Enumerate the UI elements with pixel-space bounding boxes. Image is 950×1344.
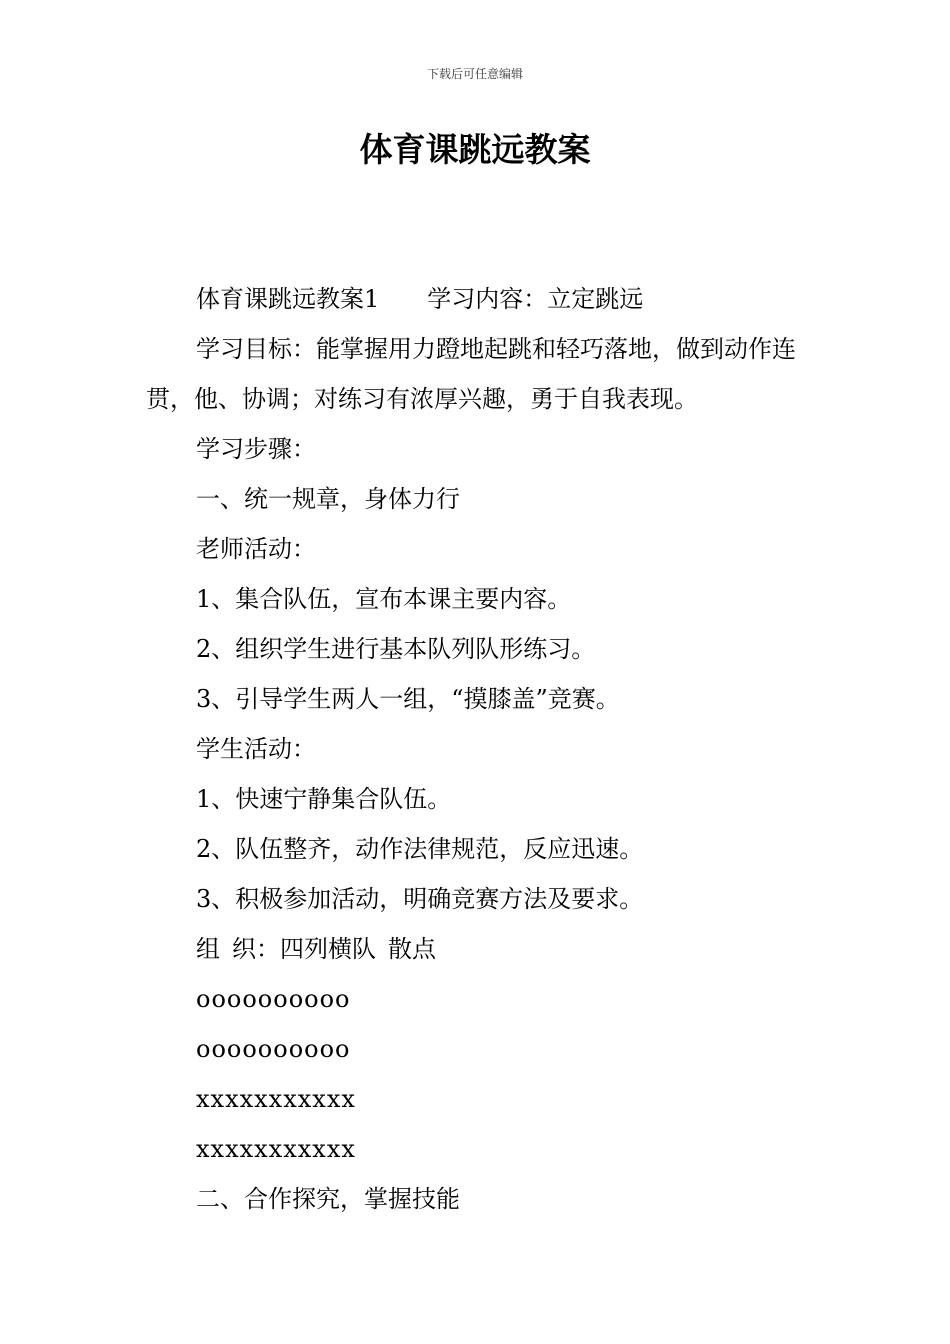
- lesson-label: 体育课跳远教案1: [196, 285, 380, 313]
- formation-row: xxxxxxxxxxx: [196, 1135, 356, 1163]
- formation-row: oooooooooo: [196, 985, 351, 1013]
- teacher-item: 1、集合队伍，宣布本课主要内容。: [196, 585, 572, 613]
- student-activities-heading: 学生活动：: [196, 735, 316, 763]
- teacher-item: 2、组织学生进行基本队列队形练习。: [196, 635, 596, 663]
- formation-row: xxxxxxxxxxx: [196, 1085, 356, 1113]
- section-one-heading: 一、统一规章，身体力行: [196, 485, 460, 513]
- organization-label-part2: 织：四列横队: [232, 935, 376, 963]
- document-body: [146, 274, 811, 1224]
- student-item: 2、队伍整齐，动作法律规范，反应迅速。: [196, 835, 644, 863]
- steps-heading: 学习步骤：: [196, 435, 316, 463]
- student-item: 3、积极参加活动，明确竞赛方法及要求。: [196, 885, 644, 913]
- organization-line: [146, 924, 811, 974]
- student-item: 1、快速宁静集合队伍。: [196, 785, 452, 813]
- learning-goals: 学习目标：能掌握用力蹬地起跳和轻巧落地，做到动作连贯，他、协调；对练习有浓厚兴趣，勇于自我表现。: [146, 335, 796, 413]
- teacher-item: 3、引导学生两人一组，“摸膝盖”竞赛。: [196, 685, 620, 713]
- organization-label-part3: 散点: [388, 935, 436, 963]
- content-label: 学习内容：立定跳远: [427, 285, 644, 313]
- organization-label-part1: 组: [196, 935, 220, 963]
- section-two-heading: 二、合作探究，掌握技能: [196, 1185, 460, 1213]
- formation-row: oooooooooo: [196, 1035, 351, 1063]
- header-note: 下载后可任意编辑: [426, 67, 523, 81]
- intro-line: [146, 274, 811, 324]
- document-title: 体育课跳远教案: [359, 130, 591, 169]
- teacher-activities-heading: 老师活动：: [196, 535, 316, 563]
